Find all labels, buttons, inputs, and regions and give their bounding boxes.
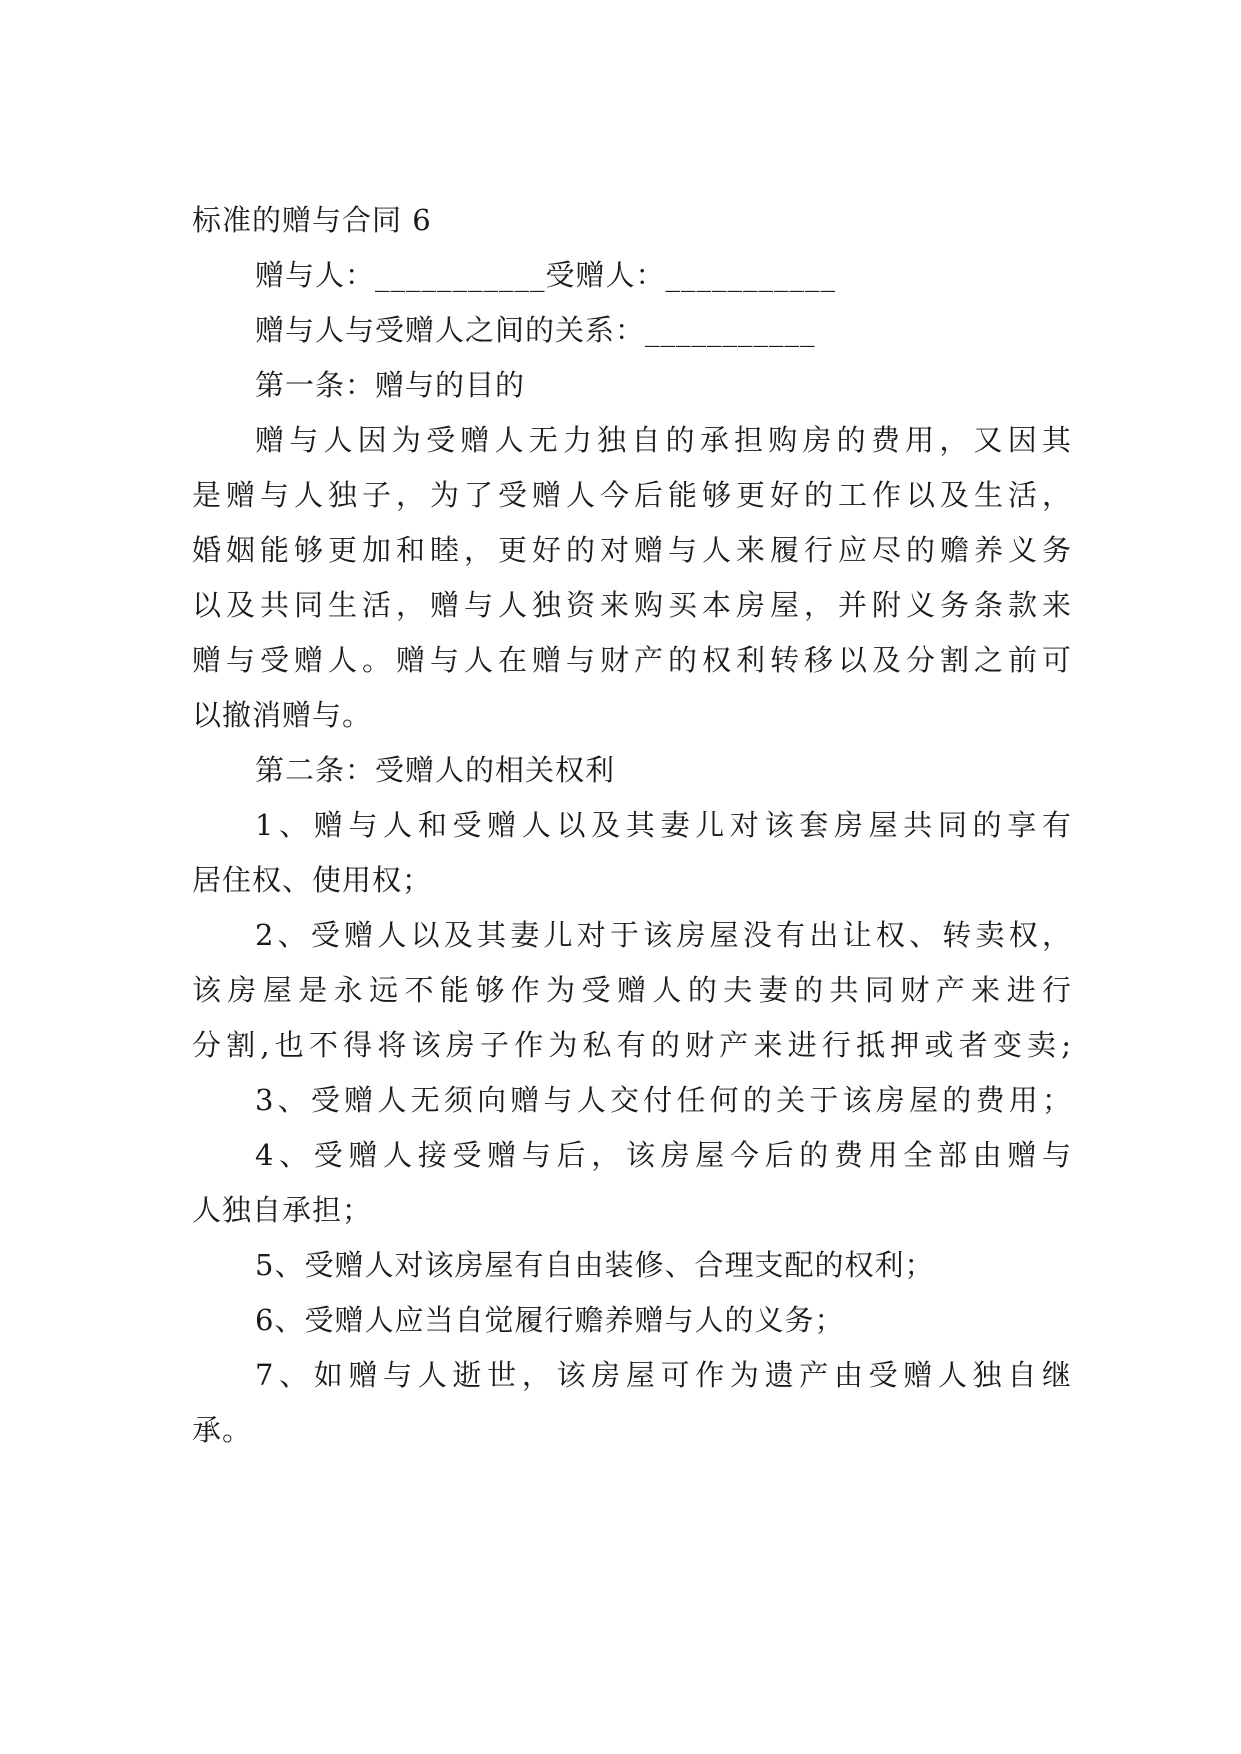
article1-line: 是赠与人独子，为了受赠人今后能够更好的工作以及生活， <box>192 478 1072 512</box>
document-title: 标准的赠与合同 6 <box>192 203 432 237</box>
article1-line: 以及共同生活，赠与人独资来购买本房屋，并附义务条款来 <box>192 588 1072 622</box>
article1-heading: 第一条：赠与的目的 <box>255 368 526 402</box>
article1-line: 赠与受赠人。赠与人在赠与财产的权利转移以及分割之前可 <box>192 643 1072 677</box>
donee-field: 受赠人：___________ <box>545 258 837 292</box>
article2-item-line: 3、受赠人无须向赠与人交付任何的关于该房屋的费用； <box>255 1083 1072 1117</box>
article2-item-line: 6、受赠人应当自觉履行赡养赠与人的义务； <box>255 1303 845 1337</box>
article1-line: 婚姻能够更加和睦，更好的对赠与人来履行应尽的赡养义务 <box>192 533 1072 567</box>
article2-item-line: 承。 <box>192 1413 253 1447</box>
article2-item-line: 1、赠与人和受赠人以及其妻儿对该套房屋共同的享有 <box>255 808 1072 842</box>
article2-item-line: 5、受赠人对该房屋有自由装修、合理支配的权利； <box>255 1248 935 1282</box>
article2-item-line: 人独自承担； <box>192 1193 373 1227</box>
article2-item-line: 分割,也不得将该房子作为私有的财产来进行抵押或者变卖; <box>192 1028 1072 1062</box>
article1-line: 赠与人因为受赠人无力独自的承担购房的费用，又因其 <box>255 423 1072 457</box>
parties-line <box>255 255 1072 295</box>
article2-heading: 第二条：受赠人的相关权利 <box>255 753 616 787</box>
relationship-line: 赠与人与受赠人之间的关系：___________ <box>255 313 816 347</box>
donor-field: 赠与人：___________ <box>255 258 546 292</box>
article1-line: 以撤消赠与。 <box>192 698 373 732</box>
article2-item-line: 7、如赠与人逝世，该房屋可作为遗产由受赠人独自继 <box>255 1358 1072 1392</box>
article2-item-line: 4、受赠人接受赠与后，该房屋今后的费用全部由赠与 <box>255 1138 1072 1172</box>
article2-item-line: 2、受赠人以及其妻儿对于该房屋没有出让权、转卖权， <box>255 918 1072 952</box>
article2-item-line: 该房屋是永远不能够作为受赠人的夫妻的共同财产来进行 <box>192 973 1072 1007</box>
article2-item-line: 居住权、使用权； <box>192 863 433 897</box>
